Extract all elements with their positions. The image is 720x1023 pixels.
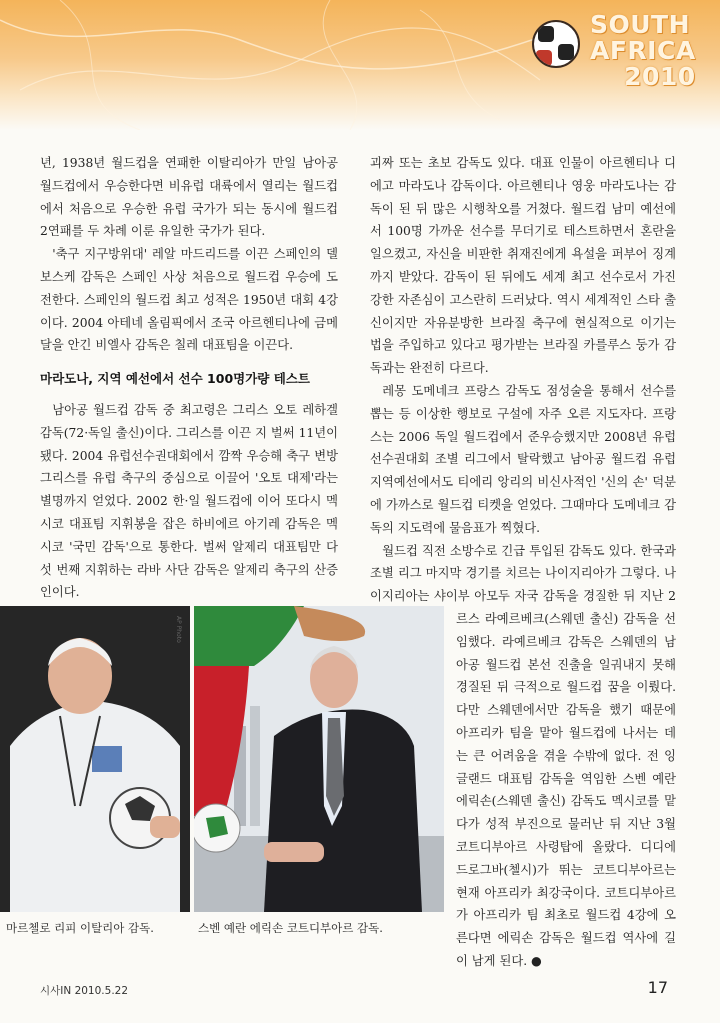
article-paragraph: 년, 1938년 월드컵을 연패한 이탈리아가 만일 남아공 월드컵에서 우승한다면 비유럽 대륙에서 열리는 월드컵에서 처음으로 우승한 유럽 국가가 되는 동시에 월드컵 2연패를 두 차례 이룬 유일한 국가가 된다.: [40, 156, 338, 239]
article-right-column: [370, 152, 676, 631]
page-header-banner: [0, 0, 720, 130]
logo-line-year: 2010: [624, 62, 696, 91]
photo-credit: AP Photo: [175, 616, 182, 643]
article-paragraph: 남아공 월드컵 감독 중 최고령은 그리스 오토 레하겔 감독(72·독일 출신)이다. 그리스를 이끈 지 벌써 11년이 됐다. 2004 유럽선수권대회에서 깜짝 우승해 축구 변방 그리스를 유럽 축구의 중심으로 이끌어 '오토 대제'라는 별명까지 얻었다. 2002 한·일 월드컵에 이어 또다시 멕시코 대표팀 지휘봉을 잡은 하비에르 아기레 감독은 멕시코 '국민 감독'으로 통한다. 벌써 알제리 대표팀만 다섯 번째 지휘하는 라바 사단 감독은 알제리 축구의 산증인이다.: [40, 402, 338, 600]
article-paragraph: 월드컵 직전 소방수로 긴급 투입된 감독도 있다. 한국과 조별 리그 마지막 경기를 치르는 나이지리아가 그렇다. 나이지리아는 샤이부 아모두 자국 감독을 경질한 뒤 지난 2: [370, 543, 676, 604]
logo-line-south: SOUTH: [590, 10, 691, 39]
section-subheading: 마라도나, 지역 예선에서 선수 100명가량 테스트: [40, 371, 310, 387]
article-right-column-continued: [456, 608, 676, 973]
article-left-column: [40, 152, 338, 604]
article-paragraph: 괴짜 또는 초보 감독도 있다. 대표 인물이 아르헨티나 디에고 마라도나 감독이다. 아르헨티나 영웅 마라도나는 감독이 된 뒤 많은 시행착오를 거쳤다. 월드컵 남미 예선에서 100명 가까운 선수를 무더기로 테스트하면서 혼란을 일으켰고, 자신을 비판한 취재진에게 욕설을 퍼부어 징계까지 받았다. 감독이 된 뒤에도 세계 최고 선수로서 가진 강한 자존심이 고스란히 드러났다. 역시 세계적인 스타 출신이지만 자유분방한 브라질 축구에 현실적으로 이기는 법을 주입하고 있다고 평가받는 브라질 카를루스 둥가 감독과는 완전히 다르다.: [370, 156, 676, 376]
article-paragraph: 르스 라예르베크(스웨덴 출신) 감독을 선임했다. 라예르베크 감독은 스웨덴의 남아공 월드컵 본선 진출을 일궈내지 못해 경질된 뒤 극적으로 월드컵 꿈을 이뤘다. 다만 스웨덴에서만 감독을 했기 때문에 아프리카 팀을 맡아 월드컵에 나서는 데는 큰 어려움을 겪을 수밖에 없다. 전 잉글랜드 대표팀 감독을 역임한 스벤 예란 에릭손(스웨덴 출신) 감독도 멕시코를 맡다가 성적 부진으로 물러난 뒤 지난 3월 코트디부아르 사령탑에 올랐다. 디디에 드로그바(첼시)가 뛰는 코트디부아르는 현재 아프리카 최강국이다. 코트디부아르가 아프리카 팀 최초로 월드컵 4강에 오른다면 에릭손 감독은 월드컵 역사에 길이 남게 된다. ●: [456, 612, 676, 968]
footer-publication: 시사IN 2010.5.22: [40, 985, 129, 997]
logo-line-africa: AFRICA: [590, 36, 696, 65]
photo-marcello-lippi: [0, 606, 190, 912]
photo-caption-lippi: 마르첼로 리피 이탈리아 감독.: [6, 921, 154, 935]
photo-sven-goran-eriksson: [194, 606, 444, 912]
soccer-ball-icon: [532, 20, 580, 68]
south-africa-2010-logo: [532, 12, 712, 102]
article-paragraph: '축구 지구방위대' 레알 마드리드를 이끈 스페인의 델 보스케 감독은 스페인 사상 처음으로 월드컵 우승에 도전한다. 스페인의 월드컵 최고 성적은 1950년 대회 4강이다. 2004 아테네 올림픽에서 조국 아르헨티나에 금메달을 안긴 비엘사 감독은 칠레 대표팀을 이끈다.: [40, 247, 338, 353]
photo-caption-eriksson: 스벤 예란 에릭손 코트디부아르 감독.: [198, 921, 383, 935]
decorative-swirl-graphic: [0, 0, 560, 130]
page-number: 17: [647, 978, 668, 997]
article-paragraph: 레몽 도메네크 프랑스 감독도 점성술을 통해서 선수를 뽑는 등 이상한 행보로 구설에 자주 오른 지도자다. 프랑스는 2006 독일 월드컵에서 준우승했지만 2008년 유럽선수권대회 조별 리그에서 탈락했고 남아공 월드컵 유럽 지역예선에서도 티에리 앙리의 비신사적인 '신의 손' 덕분에 가까스로 월드컵 티켓을 얻었다. 그때마다 도메네크 감독의 지도력에 물음표가 찍혔다.: [370, 383, 676, 535]
